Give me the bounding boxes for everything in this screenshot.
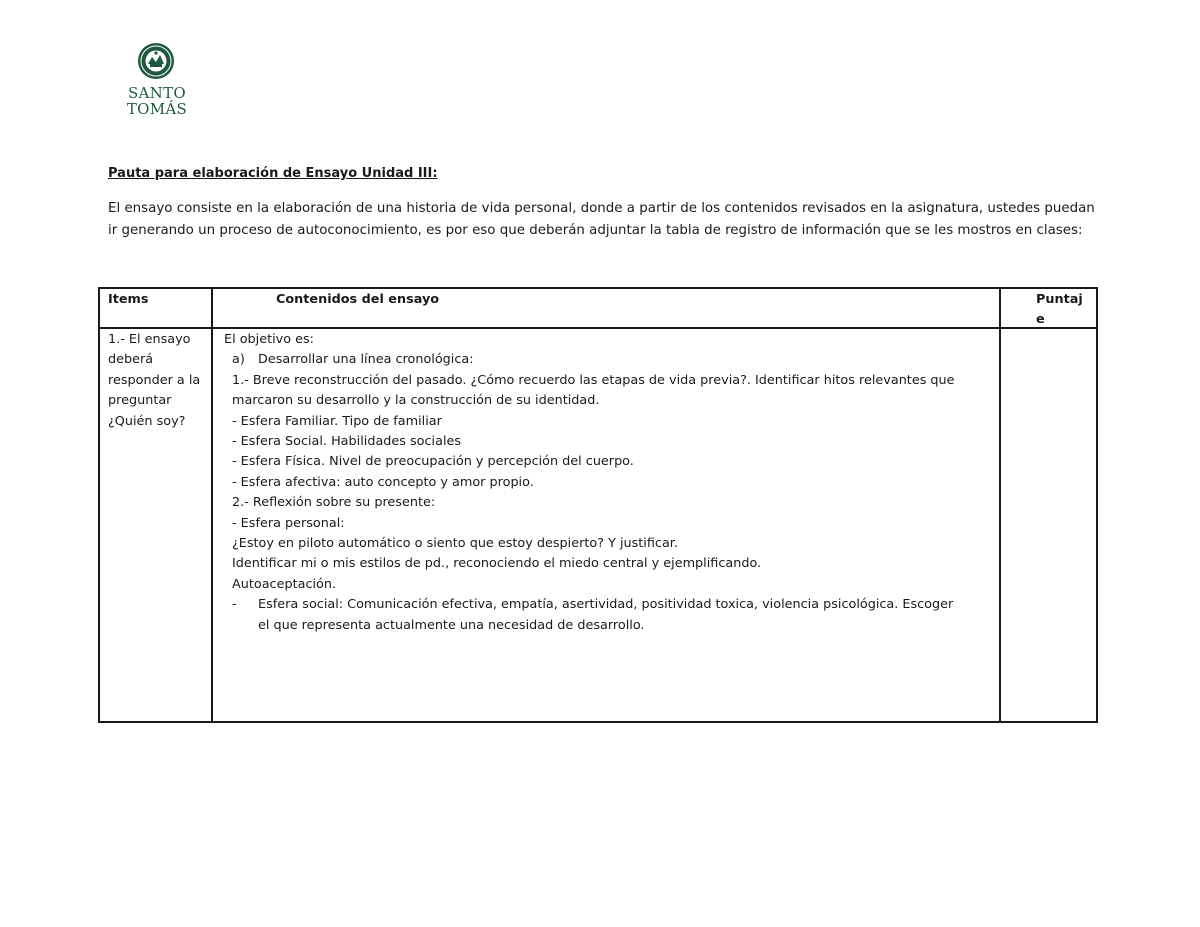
content-line: Identificar mi o mis estilos de pd., reconociendo el miedo central y ejemplificando. (232, 556, 762, 572)
header-puntaje-line: Puntaj (1036, 292, 1083, 307)
header-puntaje (1036, 290, 1088, 331)
list-item-a (232, 350, 1000, 370)
items-line: responder a la (108, 372, 201, 388)
objective-line: El objetivo es: (224, 332, 314, 347)
logo-wordmark-line1: SANTO (127, 84, 187, 102)
header-items: Items (108, 292, 149, 307)
content-line: - Esfera afectiva: auto concepto y amor propio. (232, 474, 534, 490)
items-line: 1.- El ensayo (108, 332, 191, 347)
intro-line: ir generando un proceso de autoconocimiento, es por eso que deberán adjuntar la tabla de registro de información que se les mostros en clases: (108, 223, 1083, 238)
content-line: ¿Estoy en piloto automático o siento que estoy despierto? Y justificar. (232, 536, 678, 552)
content-line: Autoaceptación. (232, 576, 337, 592)
table-border-bottom (98, 721, 1098, 723)
items-cell (108, 330, 210, 432)
bullet-continuation: el que representa actualmente una necesidad de desarrollo. (258, 617, 645, 633)
document-heading: Pauta para elaboración de Ensayo Unidad III: (108, 166, 438, 181)
bullet-text: Esfera social: Comunicación efectiva, empatía, asertividad, positividad toxica, violencia psicológica. Escoger (258, 597, 954, 613)
bullet-marker: - (232, 597, 237, 613)
items-line: preguntar (108, 393, 172, 409)
contenidos-cell (224, 330, 1000, 636)
bullet-item (232, 595, 1000, 615)
table-header-divider (98, 327, 1098, 329)
logo-wordmark-line2: TOMÁS (126, 100, 188, 118)
table-border-left (98, 287, 100, 723)
items-line: ¿Quién soy? (108, 413, 186, 429)
items-line: deberá (108, 352, 154, 368)
header-contenidos: Contenidos del ensayo (276, 292, 440, 307)
content-line: - Esfera Familiar. Tipo de familiar (232, 413, 442, 429)
intro-line: El ensayo consiste en la elaboración de una historia de vida personal, donde a partir de los contenidos revisados en la asignatura, ustedes puedan (108, 201, 1095, 216)
list-marker: a) (232, 352, 245, 368)
header-puntaje-line: e (1036, 312, 1045, 328)
content-line: - Esfera Social. Habilidades sociales (232, 434, 462, 450)
table-border-right (1096, 287, 1098, 723)
content-line: 1.- Breve reconstrucción del pasado. ¿Cómo recuerdo las etapas de vida previa?. Identificar hitos relevantes que (232, 372, 955, 388)
content-line: marcaron su desarrollo y la construcción de su identidad. (232, 393, 600, 409)
table-border-top (98, 287, 1098, 289)
content-line: 2.- Reflexión sobre su presente: (232, 495, 436, 511)
santo-tomas-logo (124, 42, 190, 118)
content-line: - Esfera Física. Nivel de preocupación y percepción del cuerpo. (232, 454, 634, 470)
university-seal-icon (137, 42, 175, 80)
list-item-text: Desarrollar una línea cronológica: (258, 352, 474, 368)
content-line: - Esfera personal: (232, 515, 345, 531)
table-column-divider (211, 287, 213, 723)
intro-paragraph (108, 198, 1098, 242)
